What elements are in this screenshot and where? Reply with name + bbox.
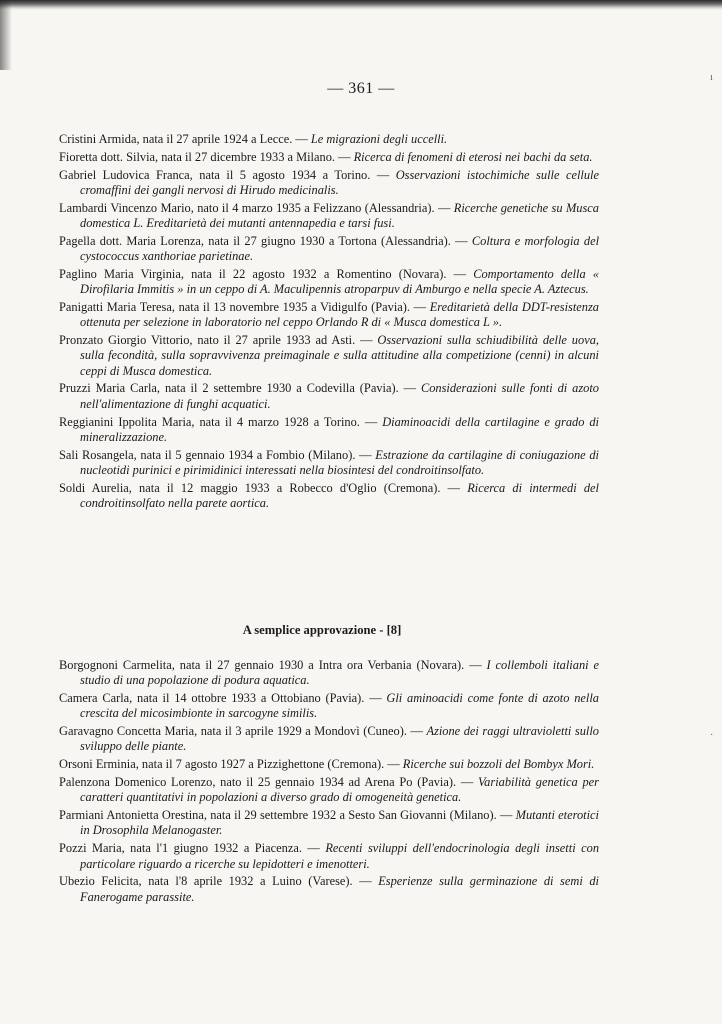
entry-title: Coltura e morfologia del cystococcus xanthoriae parietinae. bbox=[80, 233, 600, 264]
thesis-entry bbox=[59, 300, 599, 331]
thesis-entry bbox=[59, 808, 599, 839]
thesis-entry bbox=[59, 381, 599, 412]
thesis-entry bbox=[59, 757, 599, 772]
entry-person: Pronzato Giorgio Vittorio, nato il 27 aprile 1933 ad Asti. — bbox=[59, 333, 378, 348]
thesis-entry bbox=[59, 775, 599, 806]
thesis-entry bbox=[59, 448, 599, 479]
thesis-entry bbox=[59, 841, 599, 872]
thesis-entry bbox=[59, 201, 599, 232]
thesis-entry bbox=[59, 415, 599, 446]
thesis-entry bbox=[59, 150, 599, 165]
entry-title: Estrazione da cartilagine di coniugazione di nucleotidi purinici e pirimidinici interessati nella biosintesi del condroitinsolfato. bbox=[80, 447, 600, 477]
scan-edge-top bbox=[0, 0, 722, 10]
entry-person: Orsoni Erminia, nata il 7 agosto 1927 a Pizzighettone (Cremona). — bbox=[59, 757, 403, 772]
entry-person: Ubezio Felicita, nata l'8 aprile 1932 a Luino (Varese). — bbox=[59, 874, 379, 889]
entry-person: Lambardi Vincenzo Mario, nato il 4 marzo 1935 a Felizzano (Alessandria). — bbox=[59, 200, 454, 215]
entry-title: Recenti sviluppi dell'endocrinologia degli insetti con particolare riguardo a ricerche su lepidotteri e imenotteri. bbox=[80, 841, 600, 871]
entry-person: Sali Rosangela, nata il 5 gennaio 1934 a Fombio (Milano). — bbox=[59, 447, 376, 462]
entry-title: Osservazioni istochimiche sulle cellule cromaffini dei gangli nervosi di Hirudo medicinalis. bbox=[80, 167, 599, 197]
margin-tick-mark: ı bbox=[710, 72, 713, 83]
thesis-entry bbox=[59, 658, 599, 689]
entry-title: Diaminoacidi della cartilagine e grado di mineralizzazione. bbox=[80, 414, 599, 444]
thesis-entry bbox=[59, 481, 599, 512]
entry-title: Ricerca di fenomeni di eterosi nei bachi da seta. bbox=[353, 149, 593, 164]
entry-title: Osservazioni sulla schiudibilità delle uova, sulla fecondità, sulla sopravvivenza preimaginale e sulla attitudine alla competizione (cenni) in alcuni ceppi di Musca domestica. bbox=[80, 333, 599, 378]
entry-person: Pagella dott. Maria Lorenza, nata il 27 giugno 1930 a Tortona (Alessandria). — bbox=[59, 233, 472, 248]
thesis-entry bbox=[59, 168, 599, 199]
entry-person: Gabriel Ludovica Franca, nata il 5 agosto 1934 a Torino. — bbox=[59, 167, 396, 182]
thesis-entry bbox=[59, 333, 599, 379]
entry-person: Soldi Aurelia, nata il 12 maggio 1933 a Robecco d'Oglio (Cremona). — bbox=[59, 480, 468, 495]
entry-title: Azione dei raggi ultravioletti sullo sviluppo delle piante. bbox=[80, 724, 599, 754]
thesis-entry bbox=[59, 234, 599, 265]
entry-person: Reggianini Ippolita Maria, nata il 4 marzo 1928 a Torino. — bbox=[59, 414, 383, 429]
entry-person: Pozzi Maria, nata l'1 giugno 1932 a Piacenza. — bbox=[59, 841, 326, 856]
entry-title: Variabilità genetica per caratteri quantitativi in popolazioni a diverso grado di omogeneità genetica. bbox=[80, 775, 599, 805]
thesis-entry bbox=[59, 267, 599, 298]
section-heading: A semplice approvazione - [8] bbox=[242, 623, 402, 637]
margin-dot-mark: · bbox=[710, 730, 714, 741]
thesis-list-main bbox=[59, 132, 599, 514]
entry-title: Considerazioni sulle fonti di azoto nell'alimentazione di funghi acquatici. bbox=[80, 381, 599, 411]
entry-title: Ricerca di intermedi del condroitinsolfato nella parete aortica. bbox=[80, 480, 599, 511]
entry-title: Comportamento della « Dirofilaria Immitis » in un ceppo di A. Maculipennis atroparpuv di Amburgo e nella specie A. Aztecus. bbox=[80, 266, 599, 297]
entry-title: Le migrazioni degli uccelli. bbox=[310, 132, 448, 146]
thesis-entry bbox=[59, 132, 599, 147]
thesis-entry bbox=[59, 691, 599, 722]
entry-person: Borgognoni Carmelita, nata il 27 gennaio 1930 a Intra ora Verbania (Novara). — bbox=[59, 658, 487, 672]
entry-person: Garavagno Concetta Maria, nata il 3 aprile 1929 a Mondovì (Cuneo). — bbox=[59, 724, 427, 739]
entry-person: Cristini Armida, nata il 27 aprile 1924 a Lecce. — bbox=[59, 132, 311, 146]
entry-title: Gli aminoacidi come fonte di azoto nella crescita del micosimbionte in sarcogyne similis. bbox=[80, 691, 599, 721]
entry-person: Pruzzi Maria Carla, nata il 2 settembre 1930 a Codevilla (Pavia). — bbox=[59, 381, 421, 396]
entry-person: Paglino Maria Virginia, nata il 22 agosto 1932 a Romentino (Novara). — bbox=[59, 266, 474, 281]
entry-title: Mutanti eterotici in Drosophila Melanogaster. bbox=[80, 808, 599, 838]
entry-person: Parmiani Antonietta Orestina, nata il 29 settembre 1932 a Sesto San Giovanni (Milano). — bbox=[59, 808, 516, 823]
entry-title: Esperienze sulla germinazione di semi di Fanerogame parassite. bbox=[80, 874, 599, 904]
entry-person: Palenzona Domenico Lorenzo, nato il 25 gennaio 1934 ad Arena Po (Pavia). — bbox=[59, 775, 478, 790]
scan-edge-left bbox=[0, 0, 12, 70]
entry-title: I collemboli italiani e studio di una popolazione di podura aquatica. bbox=[80, 658, 599, 688]
entry-person: Fioretta dott. Silvia, nata il 27 dicembre 1933 a Milano. — bbox=[59, 149, 354, 164]
page-number: — 361 — bbox=[327, 80, 395, 97]
entry-title: Ricerche genetiche su Musca domestica L. Ereditarietà dei mutanti antennapedia e tarsi fusi. bbox=[80, 200, 599, 230]
thesis-entry bbox=[59, 874, 599, 905]
entry-title: Ereditarietà della DDT-resistenza ottenuta per selezione in laboratorio nel ceppo Orlando R di « Musca domestica L ». bbox=[80, 299, 599, 330]
thesis-entry bbox=[59, 724, 599, 755]
entry-title: Ricerche sui bozzoli del Bombyx Mori. bbox=[402, 757, 595, 772]
thesis-list-simple-approval bbox=[59, 658, 599, 907]
entry-person: Camera Carla, nata il 14 ottobre 1933 a Ottobiano (Pavia). — bbox=[59, 691, 387, 706]
entry-person: Panigatti Maria Teresa, nata il 13 novembre 1935 a Vidigulfo (Pavia). — bbox=[59, 299, 430, 314]
